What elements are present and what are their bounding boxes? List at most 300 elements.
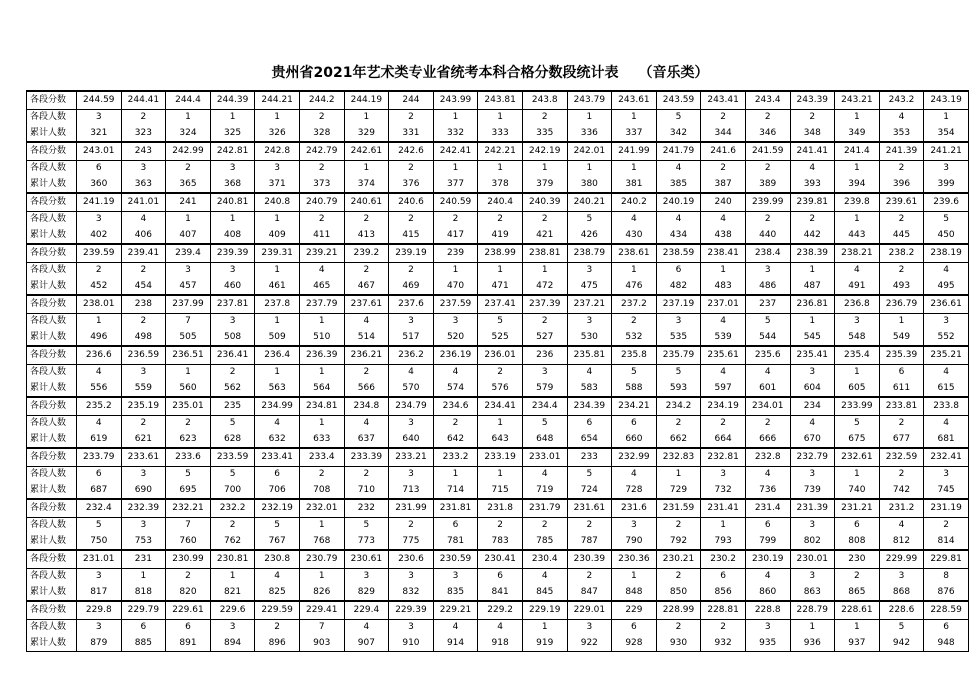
count-cell: 4 xyxy=(255,569,300,585)
count-cell: 1 xyxy=(77,314,122,330)
cumulative-cell: 378 xyxy=(478,176,523,193)
count-cell: 1 xyxy=(567,161,612,177)
cumulative-cell: 409 xyxy=(255,227,300,244)
score-cell: 235.61 xyxy=(701,346,746,365)
cumulative-cell: 654 xyxy=(567,431,612,448)
cumulative-row-label: 累计人数 xyxy=(27,431,77,448)
count-cell: 2 xyxy=(433,416,478,432)
score-cell: 240.8 xyxy=(255,193,300,212)
score-cell: 239.8 xyxy=(835,193,880,212)
count-cell: 3 xyxy=(701,467,746,483)
score-cell: 244.19 xyxy=(344,91,389,110)
cumulative-cell: 948 xyxy=(924,635,969,652)
score-row-label: 各段分数 xyxy=(27,91,77,110)
score-cell: 229.4 xyxy=(344,601,389,620)
cumulative-cell: 517 xyxy=(389,329,434,346)
score-cell: 235.41 xyxy=(790,346,835,365)
count-cell: 3 xyxy=(567,314,612,330)
cumulative-cell: 719 xyxy=(522,482,567,499)
count-cell: 3 xyxy=(924,467,969,483)
cumulative-cell: 919 xyxy=(522,635,567,652)
cumulative-cell: 419 xyxy=(478,227,523,244)
cumulative-cell: 783 xyxy=(478,533,523,550)
cumulative-cell: 326 xyxy=(255,125,300,142)
cumulative-cell: 472 xyxy=(522,278,567,295)
cumulative-cell: 799 xyxy=(745,533,790,550)
count-cell: 2 xyxy=(166,416,211,432)
score-cell: 237.39 xyxy=(522,295,567,314)
cumulative-cell: 498 xyxy=(121,329,166,346)
count-cell: 4 xyxy=(255,416,300,432)
score-cell: 240.21 xyxy=(567,193,612,212)
count-row-label: 各段人数 xyxy=(27,263,77,279)
cumulative-row xyxy=(27,380,969,397)
count-cell: 3 xyxy=(745,620,790,636)
score-cell: 241.01 xyxy=(121,193,166,212)
count-cell: 3 xyxy=(389,416,434,432)
score-row-label: 各段分数 xyxy=(27,142,77,161)
cumulative-cell: 544 xyxy=(745,329,790,346)
count-cell: 4 xyxy=(745,467,790,483)
cumulative-cell: 471 xyxy=(478,278,523,295)
count-cell: 1 xyxy=(166,365,211,381)
score-cell: 228.61 xyxy=(835,601,880,620)
score-cell: 232.21 xyxy=(166,499,211,518)
count-cell: 4 xyxy=(745,365,790,381)
count-cell: 2 xyxy=(121,110,166,126)
count-cell: 2 xyxy=(344,212,389,228)
score-cell: 242.19 xyxy=(522,142,567,161)
count-cell: 6 xyxy=(77,467,122,483)
cumulative-cell: 832 xyxy=(389,584,434,601)
score-cell: 235 xyxy=(210,397,255,416)
count-cell: 2 xyxy=(299,161,344,177)
score-cell: 236.4 xyxy=(255,346,300,365)
cumulative-cell: 379 xyxy=(522,176,567,193)
count-cell: 1 xyxy=(299,416,344,432)
cumulative-cell: 530 xyxy=(567,329,612,346)
score-cell: 240.61 xyxy=(344,193,389,212)
cumulative-cell: 399 xyxy=(924,176,969,193)
count-cell: 1 xyxy=(255,110,300,126)
score-row-label: 各段分数 xyxy=(27,346,77,365)
score-cell: 231.01 xyxy=(77,550,122,569)
count-cell: 3 xyxy=(745,263,790,279)
score-cell: 237.6 xyxy=(389,295,434,314)
count-cell: 2 xyxy=(210,365,255,381)
cumulative-cell: 450 xyxy=(924,227,969,244)
score-row-label: 各段分数 xyxy=(27,499,77,518)
count-cell: 2 xyxy=(790,110,835,126)
cumulative-row-label: 累计人数 xyxy=(27,227,77,244)
count-cell: 4 xyxy=(121,212,166,228)
cumulative-cell: 615 xyxy=(924,380,969,397)
cumulative-cell: 588 xyxy=(612,380,657,397)
count-cell: 2 xyxy=(879,416,924,432)
count-cell: 6 xyxy=(879,365,924,381)
count-cell: 3 xyxy=(567,620,612,636)
score-cell: 232.4 xyxy=(77,499,122,518)
score-cell: 238.41 xyxy=(701,244,746,263)
count-cell: 1 xyxy=(210,569,255,585)
count-cell: 1 xyxy=(433,110,478,126)
cumulative-cell: 739 xyxy=(790,482,835,499)
score-row-label: 各段分数 xyxy=(27,601,77,620)
cumulative-cell: 434 xyxy=(656,227,701,244)
count-row xyxy=(27,467,969,483)
count-row xyxy=(27,263,969,279)
cumulative-cell: 928 xyxy=(612,635,657,652)
cumulative-cell: 708 xyxy=(299,482,344,499)
cumulative-row-label: 累计人数 xyxy=(27,482,77,499)
score-cell: 229.39 xyxy=(389,601,434,620)
score-cell: 238.61 xyxy=(612,244,657,263)
score-row-label: 各段分数 xyxy=(27,193,77,212)
cumulative-cell: 332 xyxy=(433,125,478,142)
cumulative-cell: 394 xyxy=(835,176,880,193)
score-cell: 232.19 xyxy=(255,499,300,518)
cumulative-cell: 841 xyxy=(478,584,523,601)
count-cell: 4 xyxy=(879,518,924,534)
score-cell: 229.99 xyxy=(879,550,924,569)
count-cell: 3 xyxy=(389,314,434,330)
count-cell: 4 xyxy=(790,416,835,432)
count-cell: 2 xyxy=(478,365,523,381)
count-cell: 6 xyxy=(835,518,880,534)
cumulative-row-label: 累计人数 xyxy=(27,635,77,652)
count-cell: 4 xyxy=(567,365,612,381)
cumulative-cell: 505 xyxy=(166,329,211,346)
cumulative-row xyxy=(27,278,969,295)
score-cell: 231.79 xyxy=(522,499,567,518)
score-cell: 228.81 xyxy=(701,601,746,620)
score-cell: 239 xyxy=(433,244,478,263)
cumulative-cell: 714 xyxy=(433,482,478,499)
score-cell: 237.99 xyxy=(166,295,211,314)
count-row-label: 各段人数 xyxy=(27,110,77,126)
cumulative-cell: 660 xyxy=(612,431,657,448)
cumulative-cell: 604 xyxy=(790,380,835,397)
count-cell: 3 xyxy=(389,569,434,585)
title-text: 贵州省2021年艺术类专业省统考本科合格分数段统计表 xyxy=(271,65,619,81)
cumulative-cell: 781 xyxy=(433,533,478,550)
cumulative-cell: 847 xyxy=(567,584,612,601)
count-cell: 2 xyxy=(389,263,434,279)
score-cell: 230.19 xyxy=(745,550,790,569)
count-cell: 2 xyxy=(567,569,612,585)
cumulative-cell: 476 xyxy=(612,278,657,295)
count-cell: 3 xyxy=(344,569,389,585)
count-cell: 2 xyxy=(879,263,924,279)
cumulative-cell: 785 xyxy=(522,533,567,550)
count-cell: 2 xyxy=(77,263,122,279)
count-cell: 3 xyxy=(389,620,434,636)
cumulative-cell: 549 xyxy=(879,329,924,346)
score-cell: 236.39 xyxy=(299,346,344,365)
cumulative-cell: 545 xyxy=(790,329,835,346)
score-cell: 240 xyxy=(701,193,746,212)
cumulative-cell: 863 xyxy=(790,584,835,601)
count-cell: 1 xyxy=(166,212,211,228)
count-cell: 3 xyxy=(790,518,835,534)
count-row-label: 各段人数 xyxy=(27,416,77,432)
count-cell: 2 xyxy=(299,467,344,483)
score-cell: 232.2 xyxy=(210,499,255,518)
score-cell: 233.39 xyxy=(344,448,389,467)
score-cell: 233.8 xyxy=(924,397,969,416)
score-cell: 229.61 xyxy=(166,601,211,620)
count-cell: 2 xyxy=(879,467,924,483)
count-cell: 4 xyxy=(612,212,657,228)
score-cell: 241.99 xyxy=(612,142,657,161)
cumulative-cell: 579 xyxy=(522,380,567,397)
score-cell: 236.2 xyxy=(389,346,434,365)
count-cell: 2 xyxy=(389,212,434,228)
count-row-label: 各段人数 xyxy=(27,518,77,534)
count-cell: 2 xyxy=(166,161,211,177)
count-cell: 2 xyxy=(299,110,344,126)
cumulative-row xyxy=(27,227,969,244)
count-cell: 2 xyxy=(701,161,746,177)
score-cell: 244.39 xyxy=(210,91,255,110)
cumulative-cell: 353 xyxy=(879,125,924,142)
score-cell: 229.21 xyxy=(433,601,478,620)
score-cell: 235.79 xyxy=(656,346,701,365)
count-row xyxy=(27,416,969,432)
count-cell: 3 xyxy=(835,314,880,330)
score-cell: 232.79 xyxy=(790,448,835,467)
count-cell: 6 xyxy=(567,416,612,432)
score-cell: 239.81 xyxy=(790,193,835,212)
score-cell: 234.81 xyxy=(299,397,344,416)
count-cell: 5 xyxy=(210,416,255,432)
cumulative-cell: 768 xyxy=(299,533,344,550)
score-cell: 229.01 xyxy=(567,601,612,620)
cumulative-cell: 910 xyxy=(389,635,434,652)
count-cell: 4 xyxy=(389,365,434,381)
cumulative-cell: 460 xyxy=(210,278,255,295)
count-cell: 1 xyxy=(612,263,657,279)
count-row-label: 各段人数 xyxy=(27,212,77,228)
cumulative-cell: 454 xyxy=(121,278,166,295)
score-cell: 230.81 xyxy=(210,550,255,569)
cumulative-row-label: 累计人数 xyxy=(27,380,77,397)
score-cell: 238.99 xyxy=(478,244,523,263)
count-cell: 2 xyxy=(210,518,255,534)
count-cell: 5 xyxy=(656,365,701,381)
score-cell: 242.41 xyxy=(433,142,478,161)
score-row xyxy=(27,91,969,110)
count-cell: 1 xyxy=(612,110,657,126)
count-cell: 2 xyxy=(701,110,746,126)
score-cell: 243.79 xyxy=(567,91,612,110)
score-cell: 232.99 xyxy=(612,448,657,467)
score-cell: 231.39 xyxy=(790,499,835,518)
count-cell: 2 xyxy=(299,212,344,228)
score-row-label: 各段分数 xyxy=(27,448,77,467)
cumulative-cell: 876 xyxy=(924,584,969,601)
cumulative-cell: 354 xyxy=(924,125,969,142)
count-cell: 3 xyxy=(567,263,612,279)
score-cell: 237.59 xyxy=(433,295,478,314)
cumulative-cell: 482 xyxy=(656,278,701,295)
cumulative-cell: 535 xyxy=(656,329,701,346)
score-cell: 231.8 xyxy=(478,499,523,518)
count-cell: 1 xyxy=(835,620,880,636)
score-cell: 243.2 xyxy=(879,91,924,110)
count-cell: 4 xyxy=(701,314,746,330)
cumulative-cell: 879 xyxy=(77,635,122,652)
cumulative-cell: 619 xyxy=(77,431,122,448)
cumulative-cell: 486 xyxy=(745,278,790,295)
count-cell: 1 xyxy=(790,620,835,636)
count-cell: 6 xyxy=(745,518,790,534)
score-row xyxy=(27,397,969,416)
count-cell: 7 xyxy=(166,518,211,534)
cumulative-cell: 514 xyxy=(344,329,389,346)
cumulative-cell: 896 xyxy=(255,635,300,652)
count-cell: 2 xyxy=(121,314,166,330)
score-cell: 231.19 xyxy=(924,499,969,518)
cumulative-cell: 793 xyxy=(701,533,746,550)
count-cell: 3 xyxy=(77,212,122,228)
count-cell: 5 xyxy=(924,212,969,228)
count-cell: 3 xyxy=(924,314,969,330)
count-cell: 2 xyxy=(389,110,434,126)
score-cell: 229.8 xyxy=(77,601,122,620)
score-cell: 238 xyxy=(121,295,166,314)
score-row-label: 各段分数 xyxy=(27,295,77,314)
count-cell: 3 xyxy=(879,569,924,585)
cumulative-cell: 440 xyxy=(745,227,790,244)
cumulative-cell: 829 xyxy=(344,584,389,601)
score-cell: 240.59 xyxy=(433,193,478,212)
cumulative-cell: 732 xyxy=(701,482,746,499)
count-cell: 3 xyxy=(77,110,122,126)
score-cell: 239.39 xyxy=(210,244,255,263)
cumulative-cell: 328 xyxy=(299,125,344,142)
count-cell: 1 xyxy=(835,110,880,126)
cumulative-cell: 845 xyxy=(522,584,567,601)
count-cell: 4 xyxy=(701,212,746,228)
cumulative-cell: 885 xyxy=(121,635,166,652)
score-cell: 243.01 xyxy=(77,142,122,161)
score-cell: 243.41 xyxy=(701,91,746,110)
cumulative-cell: 848 xyxy=(612,584,657,601)
count-cell: 4 xyxy=(433,365,478,381)
score-cell: 228.79 xyxy=(790,601,835,620)
score-cell: 234.99 xyxy=(255,397,300,416)
cumulative-cell: 814 xyxy=(924,533,969,550)
count-cell: 1 xyxy=(790,314,835,330)
score-cell: 237.19 xyxy=(656,295,701,314)
count-cell: 2 xyxy=(344,467,389,483)
cumulative-cell: 664 xyxy=(701,431,746,448)
cumulative-cell: 438 xyxy=(701,227,746,244)
score-cell: 236.6 xyxy=(77,346,122,365)
score-cell: 238.4 xyxy=(745,244,790,263)
cumulative-cell: 773 xyxy=(344,533,389,550)
count-row-label: 各段人数 xyxy=(27,569,77,585)
cumulative-cell: 323 xyxy=(121,125,166,142)
cumulative-cell: 469 xyxy=(389,278,434,295)
cumulative-row-label: 累计人数 xyxy=(27,176,77,193)
cumulative-cell: 642 xyxy=(433,431,478,448)
score-cell: 230.99 xyxy=(166,550,211,569)
cumulative-cell: 411 xyxy=(299,227,344,244)
score-cell: 232.01 xyxy=(299,499,344,518)
count-cell: 1 xyxy=(210,110,255,126)
count-cell: 4 xyxy=(745,569,790,585)
cumulative-cell: 597 xyxy=(701,380,746,397)
score-cell: 241.6 xyxy=(701,142,746,161)
count-cell: 2 xyxy=(344,365,389,381)
score-cell: 233.19 xyxy=(478,448,523,467)
score-cell: 236.19 xyxy=(433,346,478,365)
score-cell: 237.2 xyxy=(612,295,657,314)
score-cell: 233.99 xyxy=(835,397,880,416)
count-cell: 1 xyxy=(790,263,835,279)
count-cell: 3 xyxy=(522,365,567,381)
count-cell: 1 xyxy=(121,569,166,585)
score-cell: 241.79 xyxy=(656,142,701,161)
cumulative-cell: 510 xyxy=(299,329,344,346)
count-cell: 1 xyxy=(612,569,657,585)
count-cell: 5 xyxy=(745,314,790,330)
cumulative-cell: 750 xyxy=(77,533,122,550)
score-cell: 240.6 xyxy=(389,193,434,212)
score-cell: 234.01 xyxy=(745,397,790,416)
count-cell: 2 xyxy=(745,161,790,177)
count-cell: 6 xyxy=(77,161,122,177)
cumulative-cell: 675 xyxy=(835,431,880,448)
cumulative-cell: 856 xyxy=(701,584,746,601)
score-cell: 239.21 xyxy=(299,244,344,263)
cumulative-cell: 360 xyxy=(77,176,122,193)
score-cell: 232.39 xyxy=(121,499,166,518)
score-row xyxy=(27,193,969,212)
count-cell: 1 xyxy=(656,467,701,483)
cumulative-cell: 374 xyxy=(344,176,389,193)
score-cell: 233.21 xyxy=(389,448,434,467)
count-cell: 5 xyxy=(612,365,657,381)
cumulative-cell: 710 xyxy=(344,482,389,499)
count-cell: 1 xyxy=(478,416,523,432)
count-cell: 1 xyxy=(835,467,880,483)
score-distribution-table xyxy=(26,90,969,652)
cumulative-cell: 894 xyxy=(210,635,255,652)
cumulative-cell: 628 xyxy=(210,431,255,448)
cumulative-cell: 633 xyxy=(299,431,344,448)
cumulative-cell: 808 xyxy=(835,533,880,550)
count-cell: 2 xyxy=(344,263,389,279)
count-cell: 4 xyxy=(879,110,924,126)
score-cell: 234.4 xyxy=(522,397,567,416)
score-cell: 237.01 xyxy=(701,295,746,314)
count-cell: 1 xyxy=(567,110,612,126)
cumulative-row-label: 累计人数 xyxy=(27,125,77,142)
score-cell: 242.8 xyxy=(255,142,300,161)
cumulative-cell: 670 xyxy=(790,431,835,448)
cumulative-cell: 363 xyxy=(121,176,166,193)
score-cell: 242.81 xyxy=(210,142,255,161)
count-cell: 2 xyxy=(389,161,434,177)
score-cell: 236.8 xyxy=(835,295,880,314)
cumulative-row-label: 累计人数 xyxy=(27,533,77,550)
cumulative-cell: 365 xyxy=(166,176,211,193)
cumulative-cell: 443 xyxy=(835,227,880,244)
score-cell: 230.21 xyxy=(656,550,701,569)
